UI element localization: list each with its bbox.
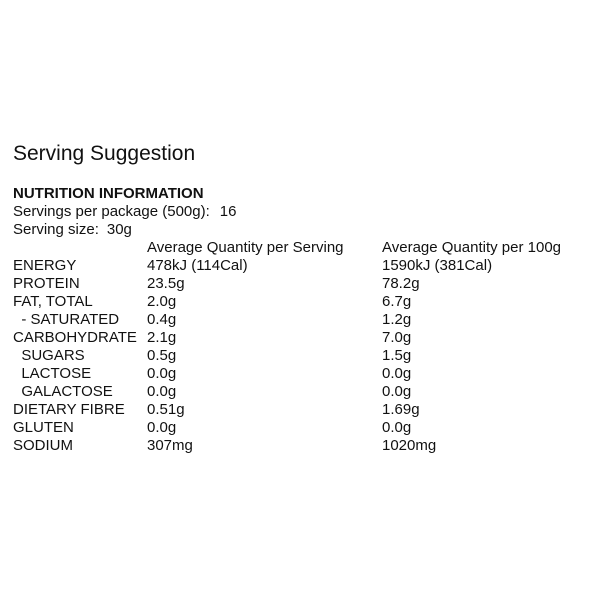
nutrition-table xyxy=(13,239,593,455)
header-per-serving: Average Quantity per Serving xyxy=(147,239,344,256)
nutrient-label: LACTOSE xyxy=(13,365,92,382)
per-serving-value: 478kJ (114Cal) xyxy=(147,257,248,274)
nutrient-label: CARBOHYDRATE xyxy=(13,329,137,346)
table-body xyxy=(13,257,593,455)
nutrient-label: FAT, TOTAL xyxy=(13,293,93,310)
table-row xyxy=(13,365,593,383)
per-100g-value: 1.2g xyxy=(382,311,412,328)
nutrient-label: GLUTEN xyxy=(13,419,74,436)
per-100g-value: 7.0g xyxy=(382,329,412,346)
nutrition-information-title: NUTRITION INFORMATION xyxy=(13,185,204,202)
nutrient-label: SUGARS xyxy=(13,347,85,364)
per-serving-value: 23.5g xyxy=(147,275,185,292)
per-serving-value: 307mg xyxy=(147,437,193,454)
table-header-row xyxy=(13,239,593,257)
table-row xyxy=(13,419,593,437)
table-row xyxy=(13,347,593,365)
nutrient-label: PROTEIN xyxy=(13,275,80,292)
nutrient-label: ENERGY xyxy=(13,257,77,274)
per-100g-value: 0.0g xyxy=(382,383,412,400)
per-serving-value: 0.51g xyxy=(147,401,185,418)
per-serving-value: 0.5g xyxy=(147,347,177,364)
table-row xyxy=(13,437,593,455)
table-row xyxy=(13,275,593,293)
nutrient-label: GALACTOSE xyxy=(13,383,113,400)
nutrient-label: DIETARY FIBRE xyxy=(13,401,125,418)
per-100g-value: 1.69g xyxy=(382,401,420,418)
nutrient-label: SODIUM xyxy=(13,437,73,454)
per-100g-value: 0.0g xyxy=(382,419,412,436)
per-100g-value: 1.5g xyxy=(382,347,412,364)
serving-size-line xyxy=(13,221,132,239)
per-100g-value: 1020mg xyxy=(382,437,437,454)
per-serving-value: 0.0g xyxy=(147,383,177,400)
servings-per-package-line xyxy=(13,203,236,221)
per-100g-value: 78.2g xyxy=(382,275,420,292)
table-row xyxy=(13,383,593,401)
per-serving-value: 0.4g xyxy=(147,311,177,328)
table-row xyxy=(13,293,593,311)
header-per-100g: Average Quantity per 100g xyxy=(382,239,562,256)
per-serving-value: 2.0g xyxy=(147,293,177,310)
serving-suggestion-heading: Serving Suggestion xyxy=(13,142,196,165)
per-100g-value: 1590kJ (381Cal) xyxy=(382,257,493,274)
per-100g-value: 6.7g xyxy=(382,293,412,310)
serving-size-value: 30g xyxy=(106,221,132,238)
servings-per-package-value: 16 xyxy=(219,203,237,220)
table-row xyxy=(13,401,593,419)
nutrient-label: - SATURATED xyxy=(13,311,120,328)
per-serving-value: 0.0g xyxy=(147,419,177,436)
servings-per-package-label: Servings per package (500g): xyxy=(13,203,210,220)
table-row xyxy=(13,329,593,347)
table-row xyxy=(13,311,593,329)
per-serving-value: 2.1g xyxy=(147,329,177,346)
serving-size-label: Serving size: xyxy=(13,221,99,238)
per-100g-value: 0.0g xyxy=(382,365,412,382)
per-serving-value: 0.0g xyxy=(147,365,177,382)
table-row xyxy=(13,257,593,275)
